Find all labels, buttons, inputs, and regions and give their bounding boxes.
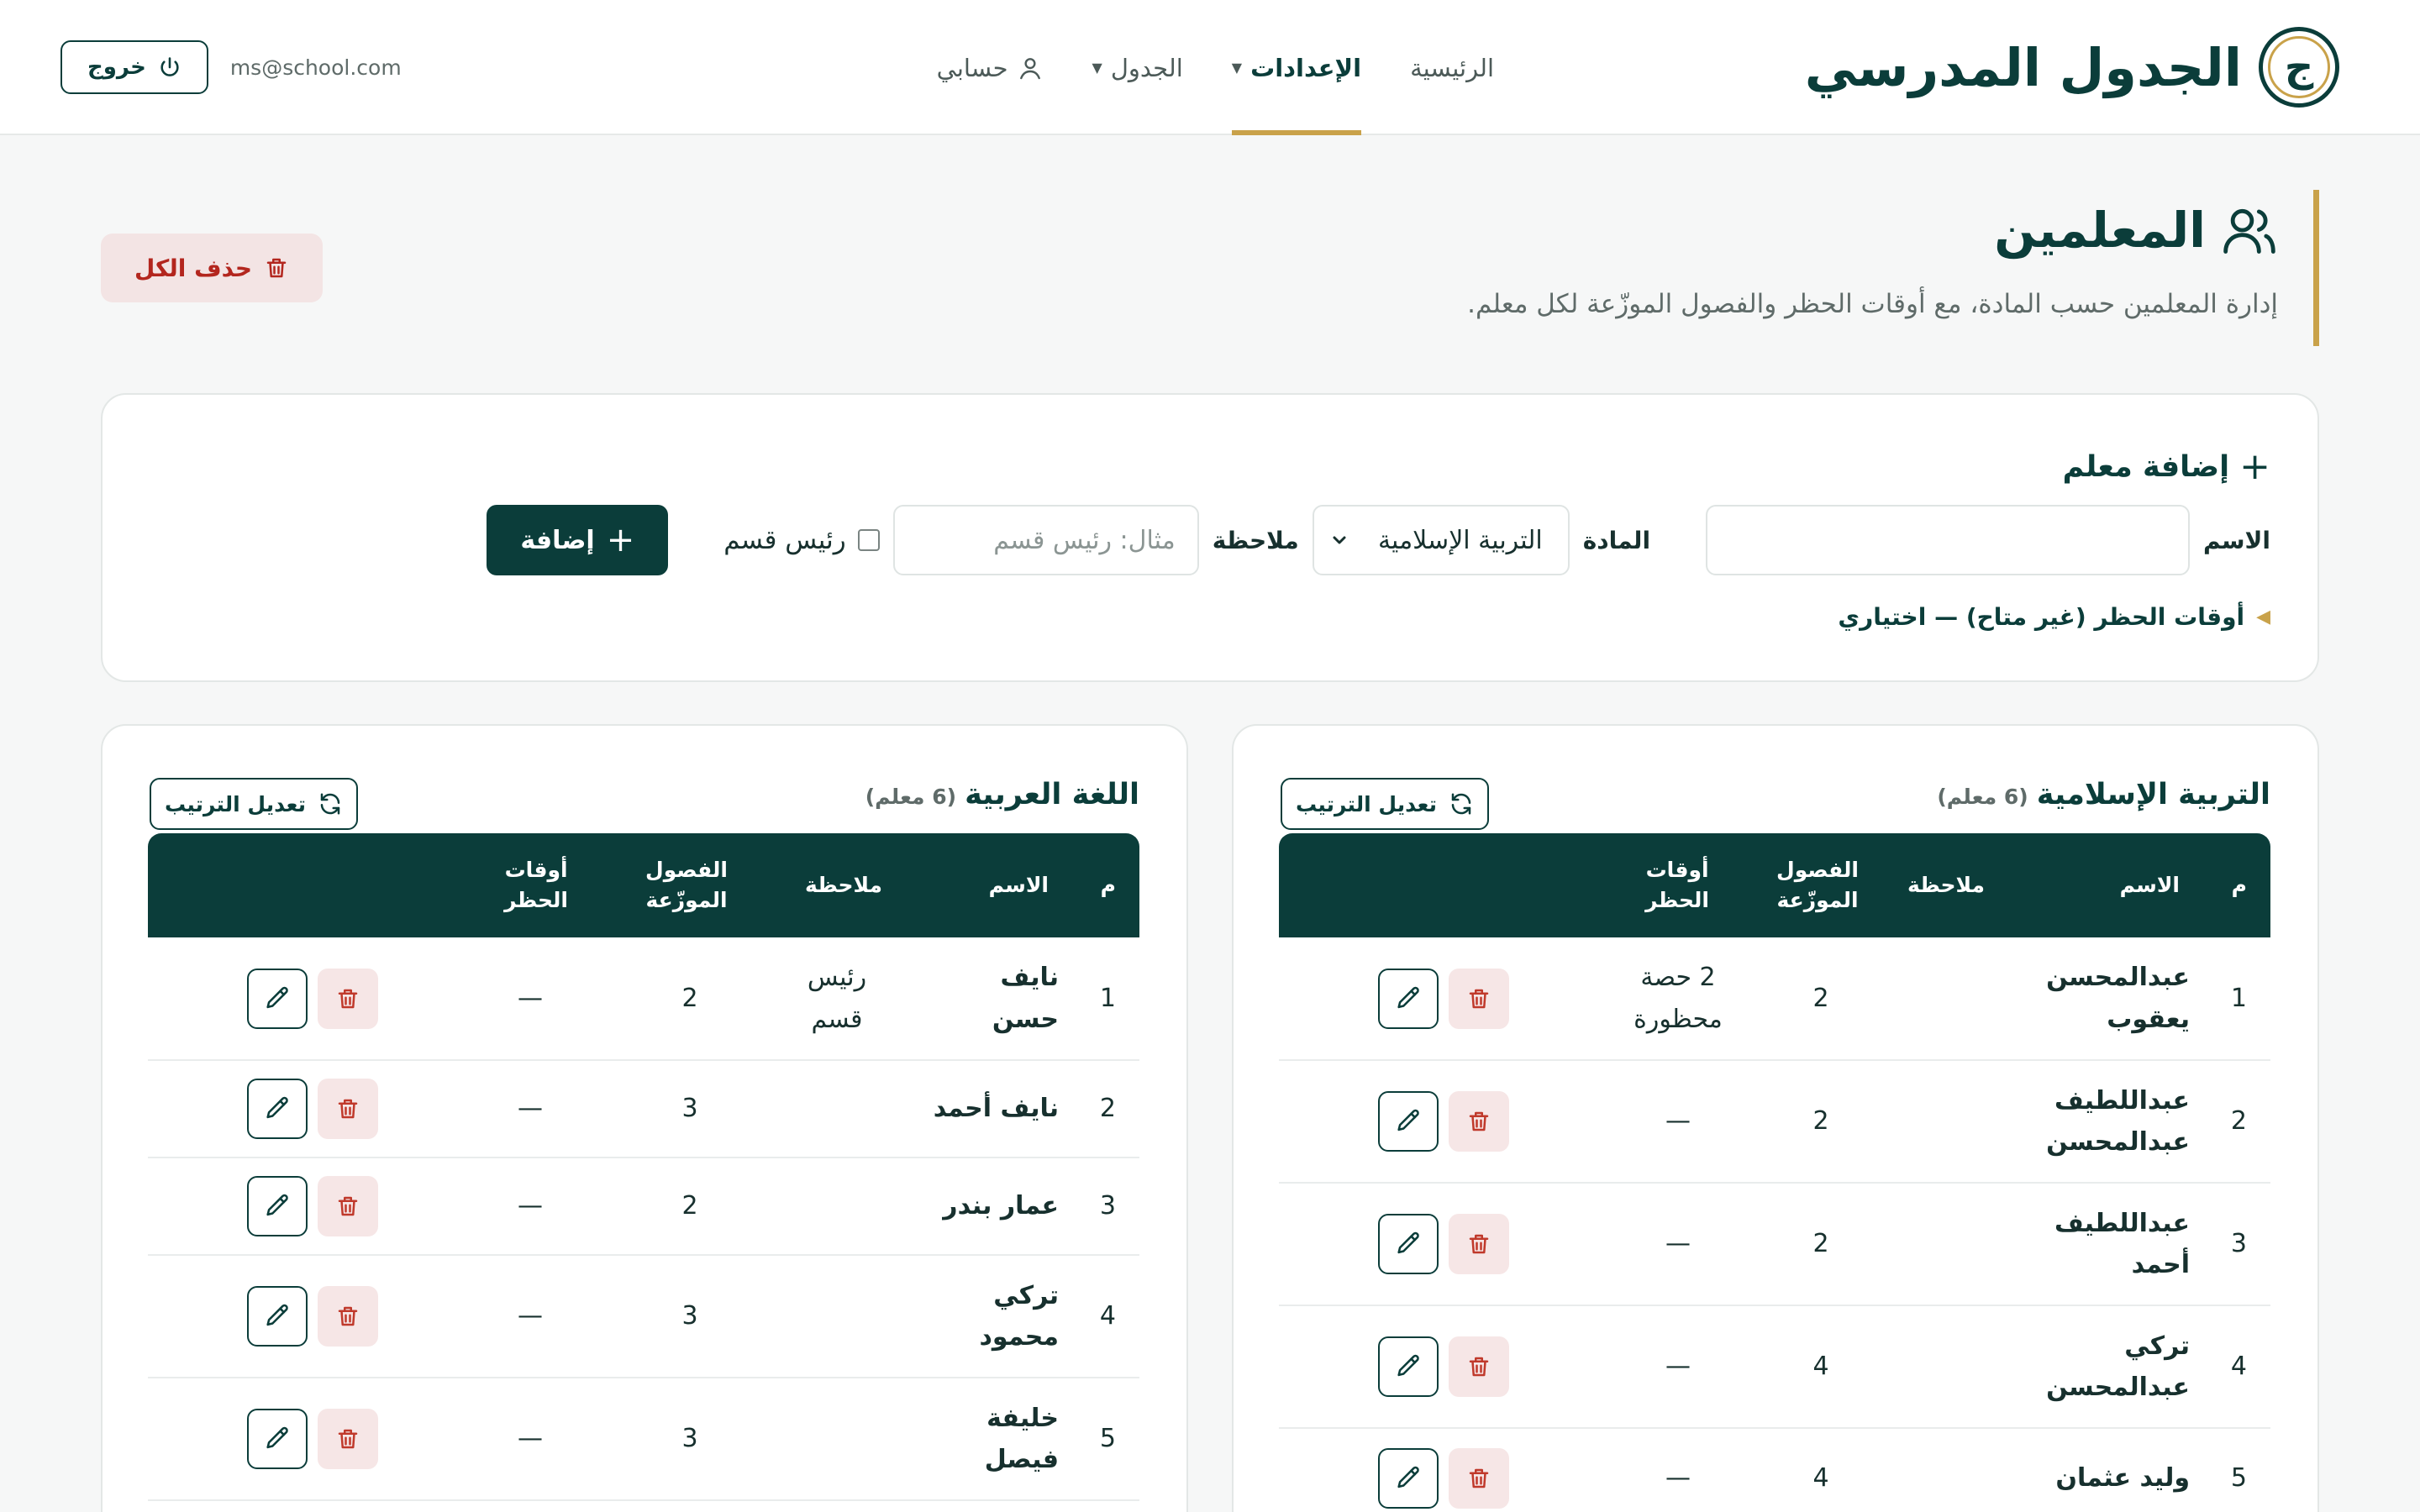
teacher-note: [786, 1061, 887, 1157]
row-actions: [247, 1378, 378, 1499]
subject-card-islamic: [1232, 724, 2319, 1512]
nav-account-label: حسابي: [936, 53, 1008, 82]
row-actions: [1378, 1184, 1509, 1305]
distributed-classes: 2: [1812, 983, 1829, 1013]
col-blocked-line1: أوقات: [504, 857, 568, 882]
teacher-note: [1876, 1184, 1976, 1305]
distributed-classes: 2: [681, 1191, 698, 1221]
row-number: 2: [2230, 1106, 2247, 1137]
add-teacher-button-label: إضافة: [520, 525, 595, 555]
table-row: [1279, 1184, 2270, 1306]
plus-icon: +: [2239, 445, 2270, 488]
table-row: [1279, 1061, 2270, 1184]
table-row: [1279, 1429, 2270, 1512]
pencil-icon: [263, 984, 292, 1013]
subject-card-arabic: [101, 724, 1188, 1512]
nav-schedule[interactable]: [1092, 0, 1183, 135]
pencil-icon: [263, 1425, 292, 1453]
distributed-classes: 2: [1812, 1229, 1829, 1259]
distributed-classes: 2: [1812, 1106, 1829, 1137]
delete-teacher-button[interactable]: [1449, 1091, 1509, 1152]
blocked-times-toggle[interactable]: [1838, 603, 2270, 631]
head-of-department-label: رئيس قسم: [723, 525, 846, 555]
col-blocked: [504, 833, 568, 937]
row-actions: [1378, 1429, 1509, 1512]
add-teacher-title: [2062, 445, 2270, 488]
table-row: [148, 1378, 1139, 1501]
delete-all-label: حذف الكل: [134, 254, 253, 282]
subject-name: اللغة العربية: [965, 778, 1139, 811]
blocked-times: 2 حصة محظورة: [1634, 963, 1723, 1034]
blocked-times: —: [518, 983, 543, 1013]
blocked-times: —: [1665, 1229, 1691, 1259]
top-header: [0, 0, 2420, 135]
table-header: [148, 833, 1139, 937]
row-actions: [1378, 1306, 1509, 1427]
edit-teacher-button[interactable]: [247, 969, 308, 1029]
brand-logo: [2259, 27, 2339, 108]
trash-icon: [335, 1304, 360, 1329]
teacher-note: رئيس قسم: [807, 963, 867, 1034]
delete-teacher-button[interactable]: [1449, 969, 1509, 1029]
teacher-name: تركي عبدالمحسن: [2046, 1331, 2190, 1402]
nav-home[interactable]: [1410, 0, 1494, 135]
blocked-times: —: [1665, 1352, 1691, 1382]
head-of-department-option: [723, 525, 879, 555]
row-number: 2: [1099, 1094, 1116, 1124]
row-number: 5: [2230, 1463, 2247, 1494]
delete-teacher-button[interactable]: [318, 1079, 378, 1139]
reorder-button[interactable]: [1281, 778, 1489, 830]
nav-home-label: الرئيسية: [1410, 53, 1494, 82]
delete-teacher-button[interactable]: [318, 969, 378, 1029]
row-number: 1: [2230, 983, 2247, 1013]
col-distributed-line1: الفصول: [1776, 857, 1859, 882]
col-blocked: [1645, 833, 1709, 937]
subject-teacher-count: (6 معلم): [1937, 785, 2028, 809]
col-num: م: [1100, 872, 1116, 897]
subject-heading: [865, 778, 1139, 811]
add-teacher-card: [101, 393, 2319, 682]
page-title-row: [1395, 190, 2278, 270]
table-header: [1279, 833, 2270, 937]
distributed-classes: 3: [681, 1094, 698, 1124]
blocked-times: —: [1665, 1463, 1691, 1494]
pencil-icon: [263, 1095, 292, 1123]
blocked-times: —: [518, 1424, 543, 1454]
row-number: 4: [2230, 1352, 2247, 1382]
app-name: الجدول المدرسي: [1804, 36, 2242, 98]
trash-icon: [335, 1426, 360, 1452]
teachers-table: [1279, 833, 2270, 1512]
teacher-name: خليفة فيصل: [984, 1403, 1059, 1474]
main-nav: [937, 0, 1494, 135]
name-label: الاسم: [2203, 526, 2270, 554]
trash-icon: [335, 1096, 360, 1121]
nav-account[interactable]: [937, 0, 1044, 135]
col-blocked-line2: الحظر: [1645, 888, 1709, 912]
page-header: [1395, 190, 2319, 346]
add-teacher-button[interactable]: [487, 505, 668, 575]
subject-label: المادة: [1582, 526, 1651, 554]
refresh-icon: [1449, 791, 1474, 816]
trash-icon: [1466, 1109, 1491, 1134]
row-actions: [247, 1061, 378, 1157]
row-actions: [247, 1158, 378, 1254]
table-row: [148, 1158, 1139, 1256]
delete-teacher-button[interactable]: [318, 1409, 378, 1469]
edit-teacher-button[interactable]: [1378, 1448, 1439, 1509]
add-teacher-title-text: إضافة معلم: [2062, 450, 2230, 484]
trash-icon: [1466, 1466, 1491, 1491]
subject-heading: [1937, 778, 2270, 811]
teacher-note: [1876, 937, 1976, 1059]
teacher-name: تركي محمود: [979, 1280, 1059, 1352]
users-icon: [2221, 202, 2278, 259]
row-actions: [1378, 1061, 1509, 1182]
pencil-icon: [263, 1302, 292, 1331]
brand[interactable]: [1805, 25, 2339, 109]
chevron-down-icon: [1329, 530, 1349, 550]
page-title: المعلمين: [1994, 202, 2206, 259]
teacher-name: عبدالمحسن يعقوب: [2046, 963, 2190, 1034]
subject-select[interactable]: [1313, 505, 1570, 575]
teacher-name: عبداللطيف أحمد: [2054, 1208, 2190, 1279]
trash-icon: [1466, 1231, 1491, 1257]
power-icon: [158, 55, 182, 79]
row-number: 4: [1099, 1301, 1116, 1331]
teacher-note: [786, 1158, 887, 1254]
blocked-times-toggle-label: أوقات الحظر (غير متاح) — اختياري: [1838, 603, 2245, 631]
table-row: [1279, 1306, 2270, 1429]
col-distributed-line2: الموزّعة: [1776, 888, 1859, 912]
user-icon: [1017, 55, 1044, 81]
page-subtitle: إدارة المعلمين حسب المادة، مع أوقات الحظر والفصول الموزّعة لكل معلم.: [1467, 289, 2278, 319]
col-distributed: [1776, 833, 1859, 937]
delete-teacher-button[interactable]: [1449, 1448, 1509, 1509]
pencil-icon: [263, 1192, 292, 1221]
row-number: 5: [1099, 1424, 1116, 1454]
blocked-times: —: [518, 1301, 543, 1331]
pencil-icon: [1394, 1464, 1423, 1493]
trash-icon: [264, 255, 289, 281]
col-distributed: [645, 833, 728, 937]
blocked-times: —: [518, 1191, 543, 1221]
reorder-label: تعديل الترتيب: [1295, 791, 1438, 816]
teacher-note: [1876, 1429, 1976, 1512]
nav-schedule-label: الجدول: [1110, 53, 1183, 82]
edit-teacher-button[interactable]: [1378, 1336, 1439, 1397]
trash-icon: [1466, 1354, 1491, 1379]
row-actions: [1378, 937, 1509, 1059]
col-distributed-line2: الموزّعة: [645, 888, 728, 912]
logout-label: خروج: [87, 55, 146, 80]
col-num: م: [2231, 872, 2247, 897]
add-teacher-form: [487, 504, 2270, 576]
nav-settings-label: الإعدادات: [1250, 53, 1362, 82]
distributed-classes: 4: [1812, 1352, 1829, 1382]
col-note: ملاحظة: [805, 872, 882, 897]
teachers-table: [148, 833, 1139, 1501]
col-name: الاسم: [2119, 872, 2180, 897]
refresh-icon: [318, 791, 343, 816]
delete-teacher-button[interactable]: [1449, 1214, 1509, 1274]
teacher-note: [786, 1378, 887, 1499]
note-input[interactable]: [893, 505, 1199, 575]
name-input[interactable]: [1706, 505, 2190, 575]
edit-teacher-button[interactable]: [1378, 969, 1439, 1029]
row-actions: [247, 937, 378, 1059]
pencil-icon: [1394, 1107, 1423, 1136]
user-email: ms@school.com: [229, 55, 402, 80]
table-row: [148, 1256, 1139, 1378]
teacher-note: [1876, 1306, 1976, 1427]
col-blocked-line2: الحظر: [504, 888, 568, 912]
brand-logo-letter: ج: [2284, 44, 2314, 91]
teacher-name: عبداللطيف عبدالمحسن: [2046, 1085, 2190, 1157]
teacher-note: [1876, 1061, 1976, 1182]
teacher-name: نايف أحمد: [933, 1094, 1059, 1124]
delete-teacher-button[interactable]: [318, 1286, 378, 1347]
logout-button[interactable]: [60, 40, 208, 94]
triangle-left-icon: ◀: [2256, 606, 2270, 627]
trash-icon: [335, 986, 360, 1011]
distributed-classes: 4: [1812, 1463, 1829, 1494]
trash-icon: [1466, 986, 1491, 1011]
col-blocked-line1: أوقات: [1645, 857, 1709, 882]
distributed-classes: 2: [681, 983, 698, 1013]
distributed-classes: 3: [681, 1424, 698, 1454]
reorder-label: تعديل الترتيب: [164, 791, 307, 816]
blocked-times: —: [1665, 1106, 1691, 1137]
edit-teacher-button[interactable]: [247, 1409, 308, 1469]
edit-teacher-button[interactable]: [247, 1079, 308, 1139]
distributed-classes: 3: [681, 1301, 698, 1331]
caret-down-icon: ▼: [1231, 60, 1243, 76]
col-note: ملاحظة: [1907, 872, 1985, 897]
blocked-times: —: [518, 1094, 543, 1124]
pencil-icon: [1394, 984, 1423, 1013]
delete-teacher-button[interactable]: [318, 1176, 378, 1236]
trash-icon: [335, 1194, 360, 1219]
delete-all-button[interactable]: [101, 234, 323, 302]
table-row: [1279, 937, 2270, 1061]
row-actions: [247, 1256, 378, 1377]
table-row: [148, 1061, 1139, 1158]
edit-teacher-button[interactable]: [247, 1176, 308, 1236]
teacher-name: عمار بندر: [943, 1191, 1059, 1221]
table-row: [148, 937, 1139, 1061]
edit-teacher-button[interactable]: [247, 1286, 308, 1347]
edit-teacher-button[interactable]: [1378, 1091, 1439, 1152]
row-number: 1: [1099, 983, 1116, 1013]
caret-down-icon: ▼: [1092, 60, 1102, 76]
edit-teacher-button[interactable]: [1378, 1214, 1439, 1274]
plus-icon: +: [606, 521, 635, 559]
row-number: 3: [2230, 1229, 2247, 1259]
delete-teacher-button[interactable]: [1449, 1336, 1509, 1397]
pencil-icon: [1394, 1352, 1423, 1381]
head-of-department-checkbox[interactable]: [858, 529, 880, 551]
subject-name: التربية الإسلامية: [2036, 778, 2270, 811]
user-area: [60, 40, 402, 94]
subject-teacher-count: (6 معلم): [865, 785, 957, 809]
nav-settings[interactable]: [1232, 0, 1361, 135]
pencil-icon: [1394, 1230, 1423, 1258]
col-name: الاسم: [988, 872, 1049, 897]
reorder-button[interactable]: [150, 778, 358, 830]
teacher-name: وليد عثمان: [2055, 1463, 2190, 1494]
note-label: ملاحظة: [1212, 526, 1299, 554]
teacher-note: [786, 1256, 887, 1377]
row-number: 3: [1099, 1191, 1116, 1221]
subject-select-value: التربية الإسلامية: [1377, 525, 1543, 555]
teacher-name: نايف حسن: [992, 963, 1059, 1034]
col-distributed-line1: الفصول: [645, 857, 728, 882]
